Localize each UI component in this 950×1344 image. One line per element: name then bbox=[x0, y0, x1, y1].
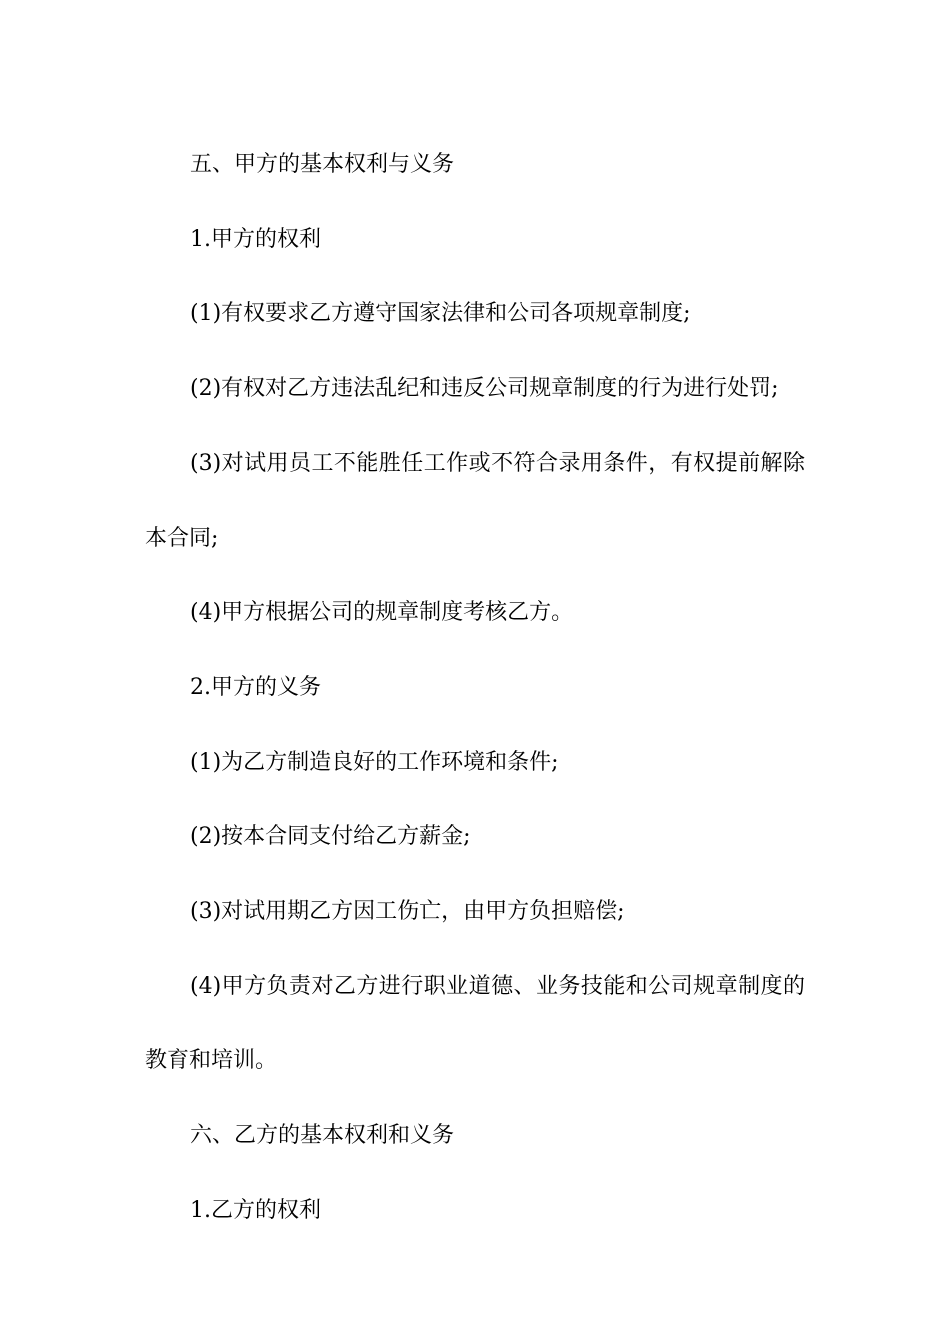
list-item: (1)有权要求乙方遵守国家法律和公司各项规章制度; bbox=[190, 301, 691, 327]
subsection-heading: 1.甲方的权利 bbox=[190, 226, 321, 252]
document-body bbox=[145, 128, 805, 1249]
section-heading: 五、甲方的基本权利与义务 bbox=[190, 152, 455, 177]
list-item: (4)甲方负责对乙方进行职业道德、业务技能和公司规章制度的教育和培训。 bbox=[145, 973, 805, 1074]
section-heading: 六、乙方的基本权利和义务 bbox=[190, 1123, 455, 1149]
list-item: (4)甲方根据公司的规章制度考核乙方。 bbox=[190, 600, 574, 626]
list-item: (2)按本合同支付给乙方薪金; bbox=[190, 824, 471, 850]
list-item: (3)对试用期乙方因工伤亡，由甲方负担赔偿; bbox=[190, 899, 625, 925]
list-item: (1)为乙方制造良好的工作环境和条件; bbox=[190, 749, 559, 775]
list-item: (3)对试用员工不能胜任工作或不符合录用条件，有权提前解除本合同; bbox=[145, 450, 805, 551]
subsection-heading: 2.甲方的义务 bbox=[190, 674, 321, 700]
list-item: (2)有权对乙方违法乱纪和违反公司规章制度的行为进行处罚; bbox=[190, 376, 779, 402]
subsection-heading: 1.乙方的权利 bbox=[190, 1197, 321, 1223]
